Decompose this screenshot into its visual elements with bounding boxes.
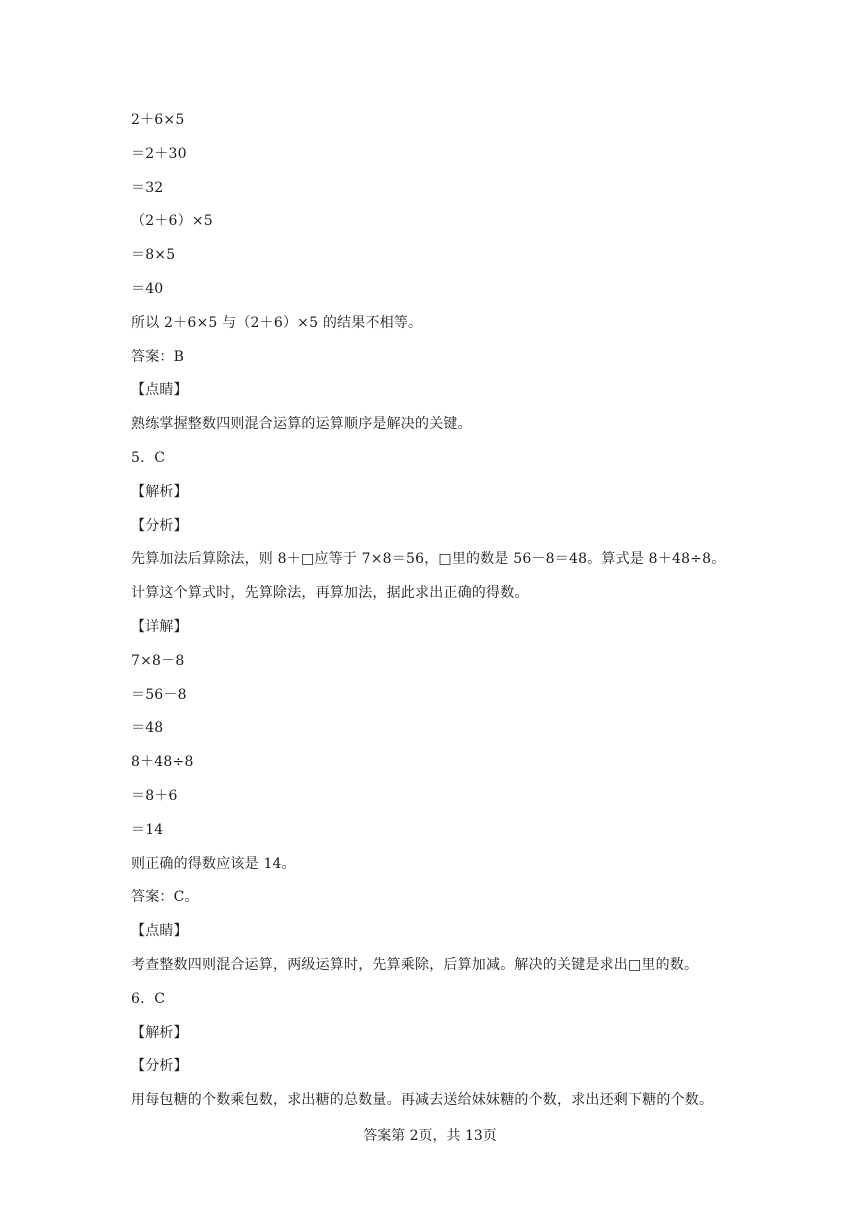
section-heading: 【分析】 [131,1058,188,1075]
section-heading: 【解析】 [131,483,188,500]
text-line: 7×8－8 [131,652,185,669]
answer-line: 答案：C。 [131,889,199,906]
answer-line: 答案：B [131,348,185,365]
text-line: 则正确的得数应该是 14。 [131,855,296,872]
text-line: ＝8×5 [131,247,176,264]
text-line: ＝32 [131,179,164,196]
text-line: ＝56－8 [131,686,187,703]
text-line: ＝14 [131,821,164,838]
text-line: 8＋48÷8 [131,754,194,771]
answer-content [131,110,731,1124]
text-line: ＝2＋30 [131,145,187,162]
text-line: 计算这个算式时，先算除法，再算加法，据此求出正确的得数。 [131,585,529,602]
section-heading: 【详解】 [131,618,188,635]
text-line: 熟练掌握整数四则混合运算的运算顺序是解决的关键。 [131,416,472,433]
text-line: 考查整数四则混合运算，两级运算时，先算乘除，后算加减。解决的关键是求出□里的数。 [131,956,699,973]
text-line: 2＋6×5 [131,112,185,128]
text-line: （2＋6）×5 [131,213,213,230]
text-line: ＝40 [131,280,164,297]
section-heading: 【点睛】 [131,382,188,399]
section-heading: 【解析】 [131,1024,188,1041]
text-line: ＝8＋6 [131,787,178,804]
text-line: 所以 2＋6×5 与（2＋6）×5 的结果不相等。 [131,314,423,331]
text-line: ＝48 [131,720,164,737]
page-footer: 答案第 2页，共 13页 [363,1128,497,1144]
section-heading: 【点睛】 [131,923,188,940]
section-heading: 【分析】 [131,517,188,534]
question-number: 5．C [131,449,166,466]
text-line: 用每包糖的个数乘包数，求出糖的总数量。再减去送给妹妹糖的个数，求出还剩下糖的个数。 [131,1092,714,1109]
question-number: 6．C [131,990,166,1007]
text-line: 先算加法后算除法，则 8＋□应等于 7×8＝56，□里的数是 56－8＝48。算式是 8＋48÷8。 [131,551,726,568]
